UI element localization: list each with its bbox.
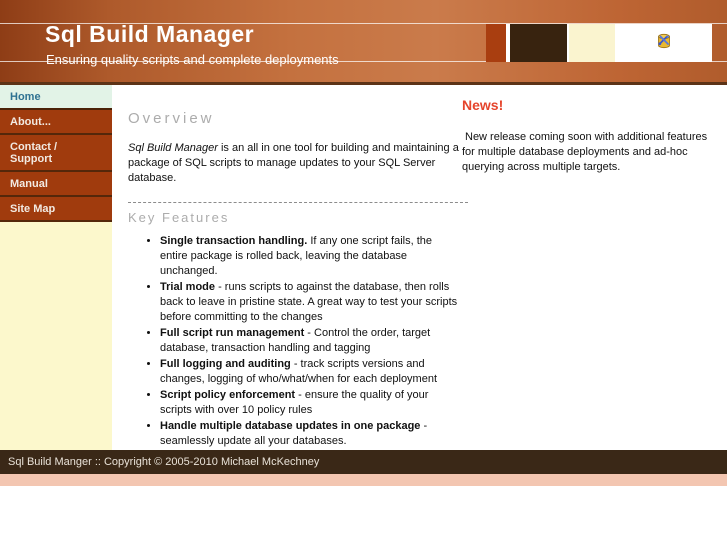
sidebar-item-about[interactable]: About... (0, 110, 112, 135)
feature-text: - Control the order, target database, transaction handling and tagging (160, 327, 431, 354)
news-heading: News! (462, 97, 504, 113)
feature-lead: Trial mode (160, 281, 216, 293)
database-tools-icon (655, 32, 673, 55)
site-header (0, 0, 727, 85)
color-block-white (615, 24, 712, 62)
intro-paragraph (128, 141, 468, 186)
news-column (462, 85, 727, 450)
intro-text: is an all in one tool for building and maintaining a package of SQL scripts to manage updates to your SQL Server database. (128, 142, 459, 184)
feature-item (160, 388, 462, 418)
feature-item (160, 326, 462, 356)
site-tagline: Ensuring quality scripts and complete deployments (46, 52, 339, 67)
feature-text: - ensure the quality of your scripts with over 10 policy rules (160, 389, 429, 416)
feature-text: If any one script fails, the entire package is rolled back, leaving the database unchanged. (160, 235, 433, 277)
feature-lead: Script policy enforcement (160, 389, 296, 401)
feature-lead: Handle multiple database updates in one package (160, 420, 421, 432)
feature-item (160, 357, 462, 387)
page-title: Overview (128, 110, 215, 127)
main-content (112, 85, 462, 450)
key-features-heading: Key Features (128, 210, 230, 225)
feature-item (160, 280, 462, 325)
header-color-blocks (486, 24, 712, 62)
feature-lead: Full script run management (160, 327, 305, 339)
feature-item (160, 419, 462, 449)
product-name: Sql Build Manager (128, 142, 218, 154)
color-block-rust (486, 24, 506, 62)
feature-lead: Full logging and auditing (160, 358, 291, 370)
sidebar-item-manual[interactable]: Manual (0, 172, 112, 197)
sidebar-item-home[interactable]: Home (0, 85, 112, 110)
feature-text: - track scripts versions and changes, logging of who/what/when for each deployment (160, 358, 438, 385)
sidebar-item-site-map[interactable]: Site Map (0, 197, 112, 222)
feature-text: - runs scripts to against the database, then rolls back to leave in pristine state. A great way to test your scripts before committing to the changes (160, 281, 458, 323)
sidebar-item-contact-support[interactable]: Contact / Support (0, 135, 112, 172)
news-text: New release coming soon with additional features for multiple database deployments and ad-hoc querying across multiple targets. (462, 131, 708, 173)
feature-text: - seamlessly update all your databases. (160, 420, 428, 447)
footer-accent-strip (0, 474, 727, 486)
sidebar-nav (0, 85, 112, 450)
dashed-divider (128, 202, 468, 203)
feature-item (160, 234, 462, 279)
feature-lead: Single transaction handling. (160, 235, 308, 247)
feature-list (128, 234, 462, 449)
color-block-brown (510, 24, 567, 62)
color-block-cream (569, 24, 615, 62)
site-title: Sql Build Manager (45, 21, 255, 47)
content-row (0, 85, 727, 450)
footer-bar: Sql Build Manger :: Copyright © 2005-2010 Michael McKechney (0, 450, 727, 474)
